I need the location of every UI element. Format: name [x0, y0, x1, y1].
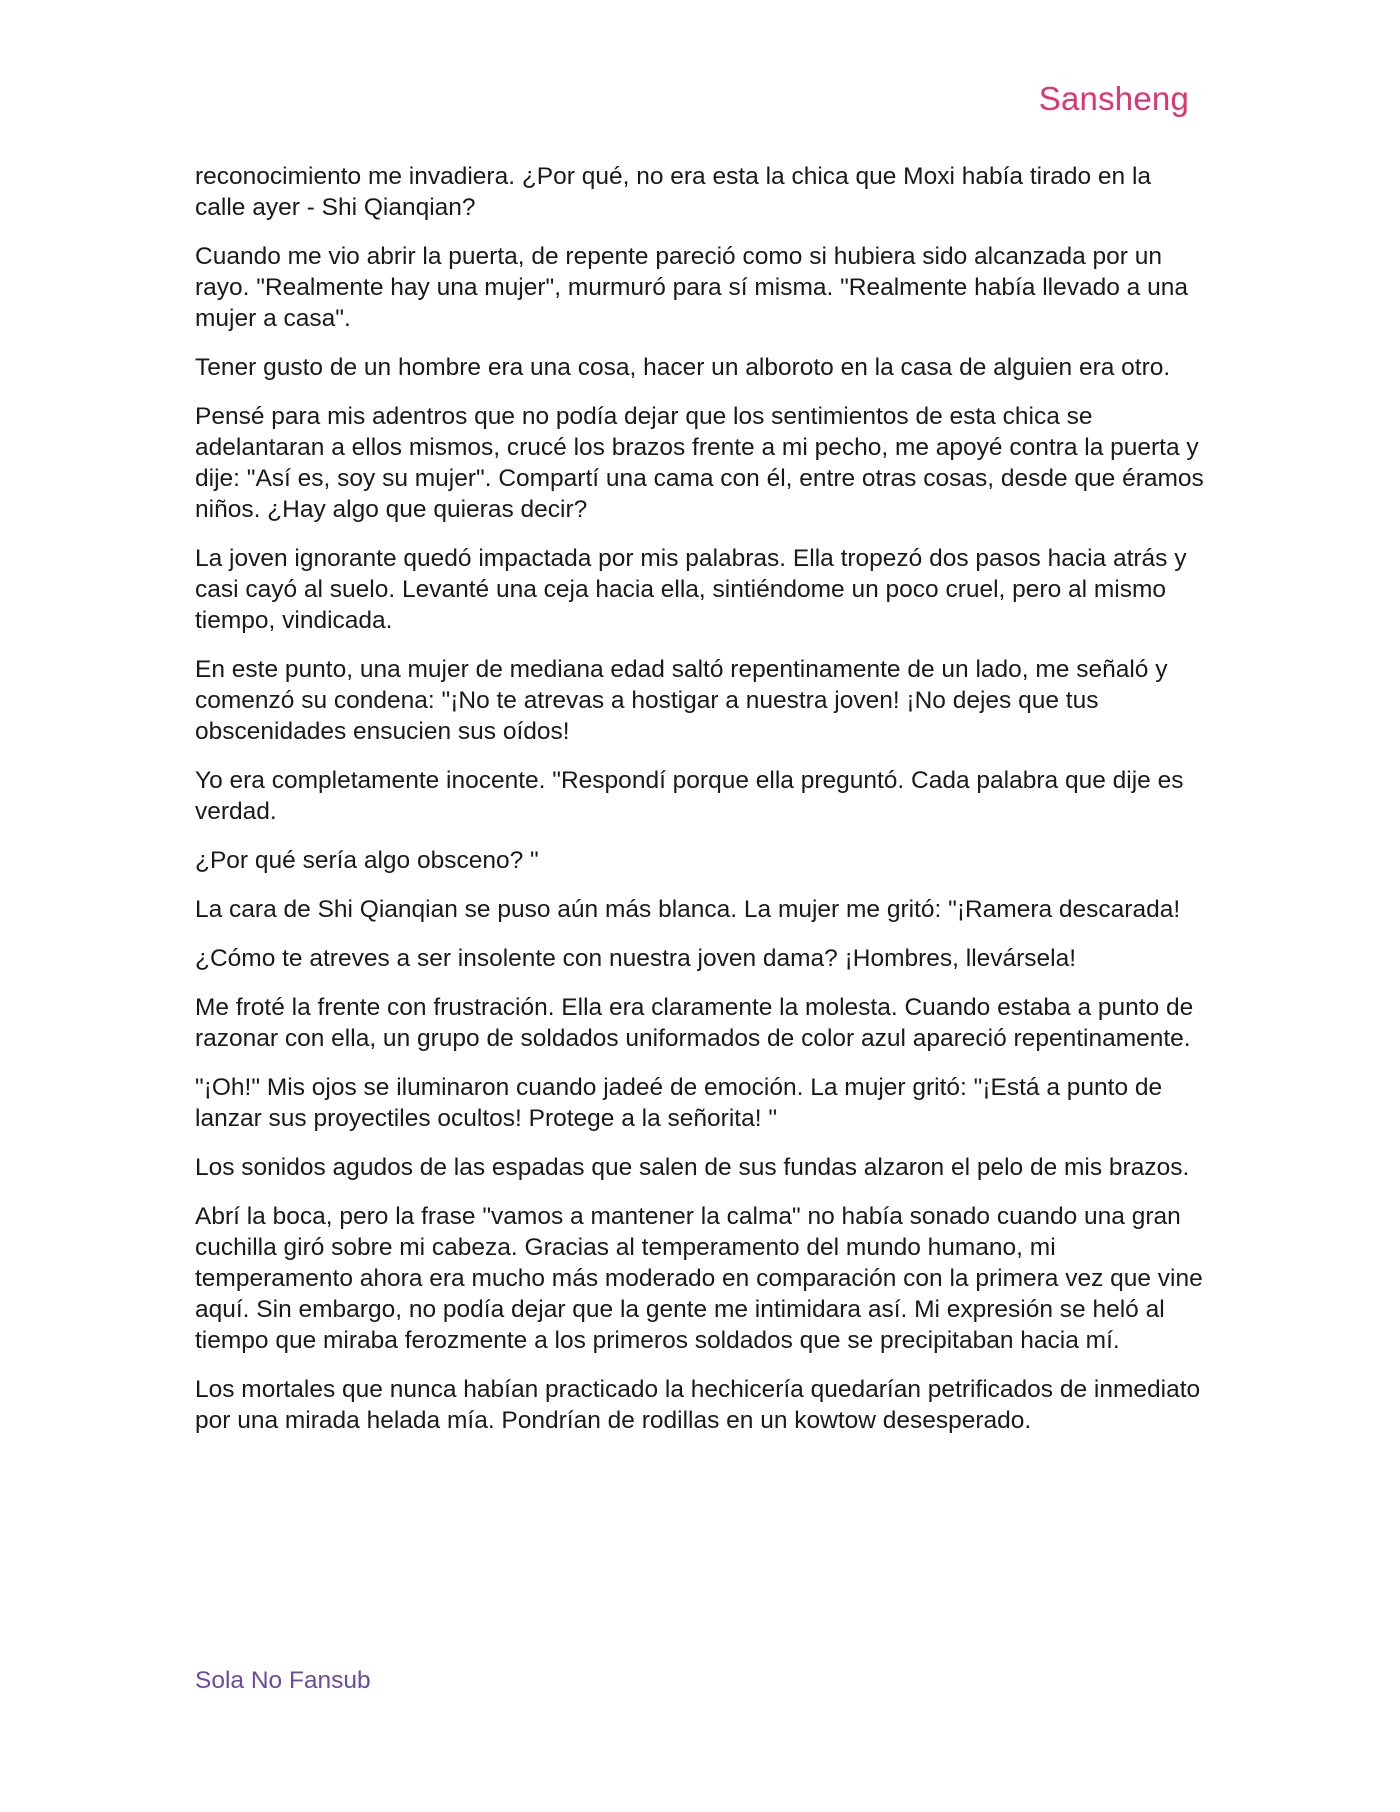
paragraph-13: Los sonidos agudos de las espadas que salen de sus fundas alzaron el pelo de mis brazos. — [195, 1154, 1190, 1181]
document-body — [195, 161, 1205, 1454]
paragraph-8: ¿Por qué sería algo obsceno? " — [195, 847, 539, 874]
paragraph-15: Los mortales que nunca habían practicado la hechicería quedarían petrificados de inmediato por una mirada helada mía. Pondrían de rodillas en un kowtow desesperado. — [195, 1376, 1201, 1434]
paragraph-4: Pensé para mis adentros que no podía dejar que los sentimientos de esta chica se adelantaran a ellos mismos, crucé los brazos frente a mi pecho, me apoyé contra la puerta y dije: "Así es, soy su mujer". Compartí una cama con él, entre otras cosas, desde que éramos niños. ¿Hay algo que quieras decir? — [195, 403, 1204, 523]
document-header-title: Sansheng — [1038, 80, 1189, 117]
paragraph-11: Me froté la frente con frustración. Ella era claramente la molesta. Cuando estaba a punto de razonar con ella, un grupo de soldados uniformados de color azul apareció repentinamente. — [195, 994, 1194, 1052]
paragraph-2: Cuando me vio abrir la puerta, de repente pareció como si hubiera sido alcanzada por un rayo. "Realmente hay una mujer", murmuró para sí misma. "Realmente había llevado a una mujer a casa". — [195, 243, 1188, 332]
footer-credit: Sola No Fansub — [195, 1667, 371, 1694]
paragraph-7: Yo era completamente inocente. "Respondí porque ella preguntó. Cada palabra que dije es verdad. — [195, 767, 1184, 825]
paragraph-3: Tener gusto de un hombre era una cosa, hacer un alboroto en la casa de alguien era otro. — [195, 354, 1171, 381]
paragraph-5: La joven ignorante quedó impactada por mis palabras. Ella tropezó dos pasos hacia atrás y casi cayó al suelo. Levanté una ceja hacia ella, sintiéndome un poco cruel, pero al mismo tiempo, vindicada. — [195, 545, 1187, 634]
paragraph-14: Abrí la boca, pero la frase "vamos a mantener la calma" no había sonado cuando una gran cuchilla giró sobre mi cabeza. Gracias al temperamento del mundo humano, mi temperamento ahora era mucho más moderado en comparación con la primera vez que vine aquí. Sin embargo, no podía dejar que la gente me intimidara así. Mi expresión se heló al tiempo que miraba ferozmente a los primeros soldados que se precipitaban hacia mí. — [195, 1203, 1203, 1354]
paragraph-1: reconocimiento me invadiera. ¿Por qué, no era esta la chica que Moxi había tirado en la calle ayer - Shi Qianqian? — [195, 163, 1152, 221]
paragraph-10: ¿Cómo te atreves a ser insolente con nuestra joven dama? ¡Hombres, llevársela! — [195, 945, 1077, 972]
paragraph-12: "¡Oh!" Mis ojos se iluminaron cuando jadeé de emoción. La mujer gritó: "¡Está a punto de lanzar sus proyectiles ocultos! Protege a la señorita! " — [195, 1074, 1163, 1132]
paragraph-6: En este punto, una mujer de mediana edad saltó repentinamente de un lado, me señaló y comenzó su condena: "¡No te atrevas a hostigar a nuestra joven! ¡No dejes que tus obscenidades ensucien sus oídos! — [195, 656, 1168, 745]
paragraph-9: La cara de Shi Qianqian se puso aún más blanca. La mujer me gritó: "¡Ramera descarada! — [195, 896, 1181, 923]
